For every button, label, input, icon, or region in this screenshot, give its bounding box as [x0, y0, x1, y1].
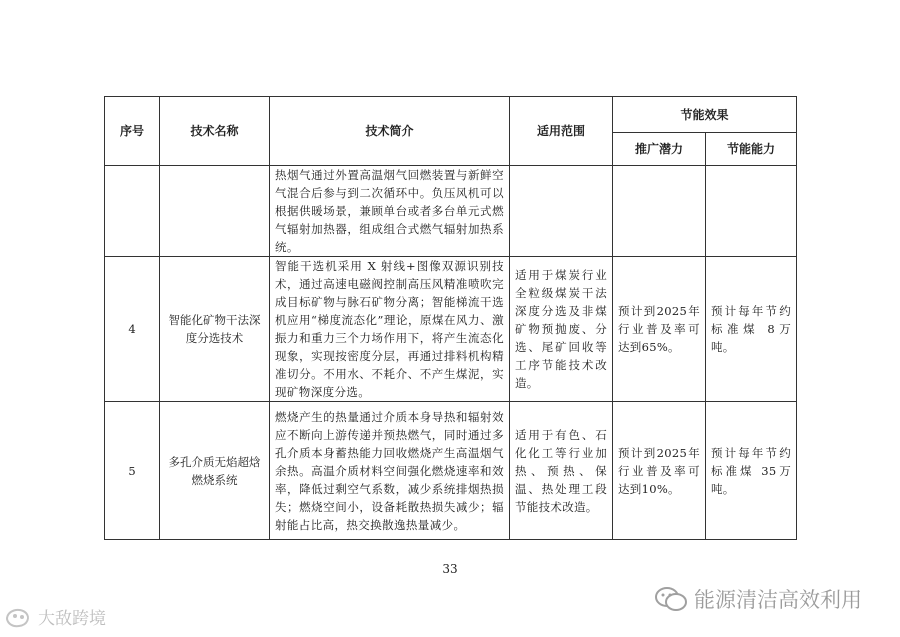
cell-seq: 5	[105, 402, 160, 540]
watermark-wechat-text: 能源清洁高效利用	[694, 588, 862, 612]
table-row	[105, 166, 797, 257]
header-potential: 推广潜力	[613, 133, 706, 166]
cell-scope: 适用于有色、石化化工等行业加热、预热、保温、热处理工段节能技术改造。	[510, 402, 613, 540]
cell-scope	[510, 166, 613, 257]
header-seq: 序号	[105, 97, 160, 166]
page-number: 33	[442, 562, 458, 576]
header-intro: 技术简介	[270, 97, 510, 166]
cell-capacity	[706, 166, 797, 257]
header-capacity: 节能能力	[706, 133, 797, 166]
cell-potential: 预计到2025年行业普及率可达到10%。	[613, 402, 706, 540]
cell-potential	[613, 166, 706, 257]
cell-capacity: 预计每年节约标准煤 8万吨。	[706, 257, 797, 402]
watermark-brand	[4, 604, 106, 629]
cell-seq	[105, 166, 160, 257]
cell-potential: 预计到2025年行业普及率可达到65%。	[613, 257, 706, 402]
technology-table	[104, 96, 797, 540]
brand-logo-icon	[4, 605, 34, 629]
cell-name: 智能化矿物干法深度分选技术	[160, 257, 270, 402]
watermark-wechat	[654, 584, 862, 614]
header-name: 技术名称	[160, 97, 270, 166]
cell-scope: 适用于煤炭行业全粒级煤炭干法深度分选及非煤矿物预抛废、分选、尾矿回收等工序节能技术改造。	[510, 257, 613, 402]
cell-intro: 智能干选机采用 X 射线+图像双源识别技术，通过高速电磁阀控制高压风精准喷吹完成目标矿物与脉石矿物分离；智能梯流干选机应用“梯度流态化”理论，原煤在风力、激振力和重力三个力场作用下，将产生流态化现象，实现按密度分层，再通过排料机构精准切分。不用水、不耗介、不产生煤泥，实现矿物深度分选。	[270, 257, 510, 402]
cell-seq: 4	[105, 257, 160, 402]
header-effect: 节能效果	[613, 97, 797, 133]
watermark-brand-text: 大敌跨境	[38, 609, 106, 629]
cell-intro: 燃烧产生的热量通过介质本身导热和辐射效应不断向上游传递并预热燃气，同时通过多孔介质本身蓄热能力回收燃烧产生高温烟气余热。高温介质材料空间强化燃烧速率和效率，降低过剩空气系数，减少系统排烟热损失；燃烧空间小，设备耗散热损失减少；辐射能占比高，热交换散逸热量减少。	[270, 402, 510, 540]
wechat-icon	[654, 585, 688, 613]
cell-intro: 热烟气通过外置高温烟气回燃装置与新鲜空气混合后参与到二次循环中。负压风机可以根据供暖场景，兼顾单台或者多台单元式燃气辐射加热器，组成组合式燃气辐射加热系统。	[270, 166, 510, 257]
cell-capacity: 预计每年节约标准煤 35万吨。	[706, 402, 797, 540]
cell-name: 多孔介质无焰超焓燃烧系统	[160, 402, 270, 540]
table-row	[105, 257, 797, 402]
cell-name	[160, 166, 270, 257]
header-row	[105, 97, 797, 133]
table-row	[105, 402, 797, 540]
header-scope: 适用范围	[510, 97, 613, 166]
